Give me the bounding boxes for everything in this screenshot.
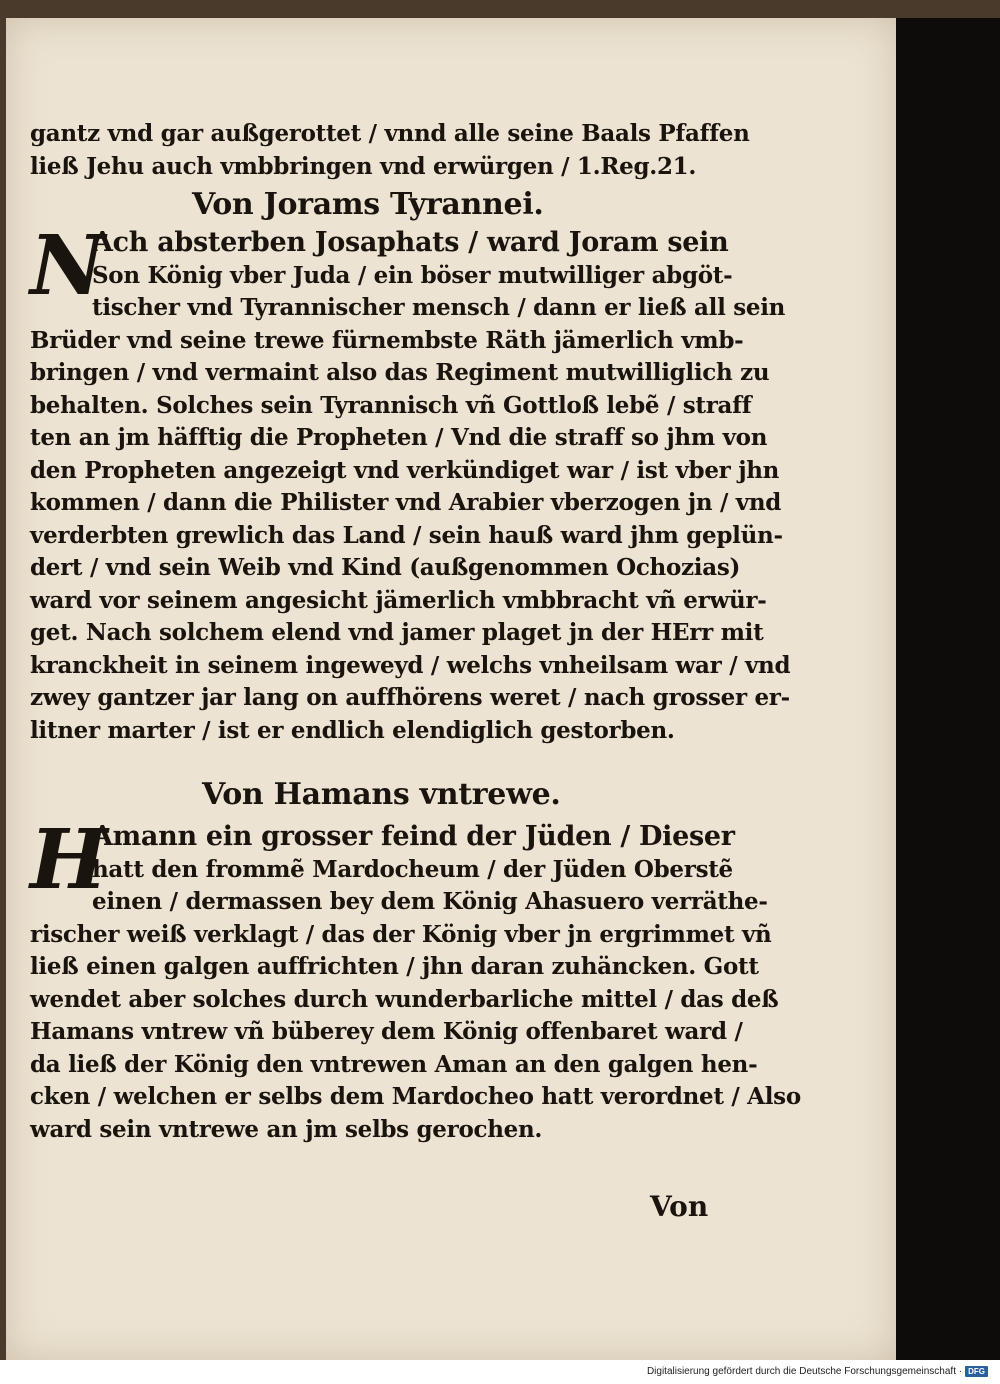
text-line: zwey gantzer jar lang on auffhörens weret / nach grosser er- — [30, 684, 790, 711]
text-line: wendet aber solches durch wunderbarliche mittel / das deß — [30, 985, 779, 1013]
catchword: Von — [650, 1190, 709, 1223]
text-line: Son König vber Juda / ein böser mutwilliger abgöt- — [92, 261, 733, 289]
text-line: ließ einen galgen auffrichten / jhn daran zuhäncken. Gott — [30, 953, 759, 980]
text-line: den Propheten angezeigt vnd verkündiget war / ist vber jhn — [30, 456, 780, 484]
text-line: ließ Jehu auch vmbbringen vnd erwürgen / 1.Reg.21. — [30, 152, 697, 180]
text-line: kommen / dann die Philister vnd Arabier vberzogen jn / vnd — [30, 489, 782, 516]
drop-cap: N — [30, 218, 105, 314]
text-line: bringen / vnd vermaint also das Regiment mutwilliglich zu — [30, 359, 770, 386]
text-line: dert / vnd sein Weib vnd Kind (außgenommen Ochozias) — [30, 554, 741, 581]
text-line: hatt den frommẽ Mardocheum / der Jüden Oberstẽ — [92, 855, 733, 883]
dfg-logo-icon: DFG — [965, 1366, 988, 1377]
paragraph-joram — [30, 218, 791, 747]
text-line: tischer vnd Tyrannischer mensch / dann er ließ all sein — [92, 294, 786, 321]
text-line: ward sein vntrewe an jm selbs gerochen. — [30, 1115, 543, 1143]
paragraph-haman — [30, 812, 801, 1146]
scan-right-edge — [896, 18, 1000, 1360]
text-line: Ach absterben Josaphats / ward Joram sein — [92, 227, 729, 258]
text-line: einen / dermassen bey dem König Ahasuero verräthe- — [92, 888, 768, 915]
text-line: get. Nach solchem elend vnd jamer plaget jn der HErr mit — [30, 619, 764, 646]
text-line: litner marter / ist er endlich elendiglich gestorben. — [30, 716, 675, 744]
text-line: Amann ein grosser feind der Jüden / Dieser — [92, 821, 735, 852]
text-line: behalten. Solches sein Tyrannisch vñ Gottloß lebẽ / straff — [30, 391, 752, 419]
text-line: rischer weiß verklagt / das der König vber jn ergrimmet vñ — [30, 920, 772, 948]
text-line: gantz vnd gar außgerottet / vnnd alle seine Baals Pfaffen — [30, 120, 750, 147]
text-line: kranckheit in seinem ingeweyd / welchs vnheilsam war / vnd — [30, 651, 791, 679]
text-line: cken / welchen er selbs dem Mardocheo hatt verordnet / Also — [30, 1083, 801, 1110]
section-heading-haman: Von Hamans vntrewe. — [202, 777, 561, 812]
section-heading-joram: Von Jorams Tyrannei. — [192, 187, 544, 222]
footer-text: Digitalisierung gefördert durch die Deutsche Forschungsgemeinschaft · — [646, 1366, 963, 1377]
digitization-footer — [647, 1366, 988, 1377]
text-line: ten an jm häfftig die Propheten / Vnd die straff so jhm von — [30, 424, 768, 451]
text-line: Hamans vntrew vñ büberey dem König offenbaret ward / — [30, 1018, 743, 1045]
text-line: ward vor seinem angesicht jämerlich vmbbracht vñ erwür- — [30, 586, 767, 614]
page-text — [30, 118, 801, 1146]
text-line: da ließ der König den vntrewen Aman an den galgen hen- — [30, 1050, 758, 1078]
text-line: verderbten grewlich das Land / sein hauß ward jhm geplün- — [30, 521, 783, 549]
text-line: Brüder vnd seine trewe fürnembste Räth jämerlich vmb- — [30, 326, 744, 354]
drop-cap: H — [30, 812, 108, 908]
